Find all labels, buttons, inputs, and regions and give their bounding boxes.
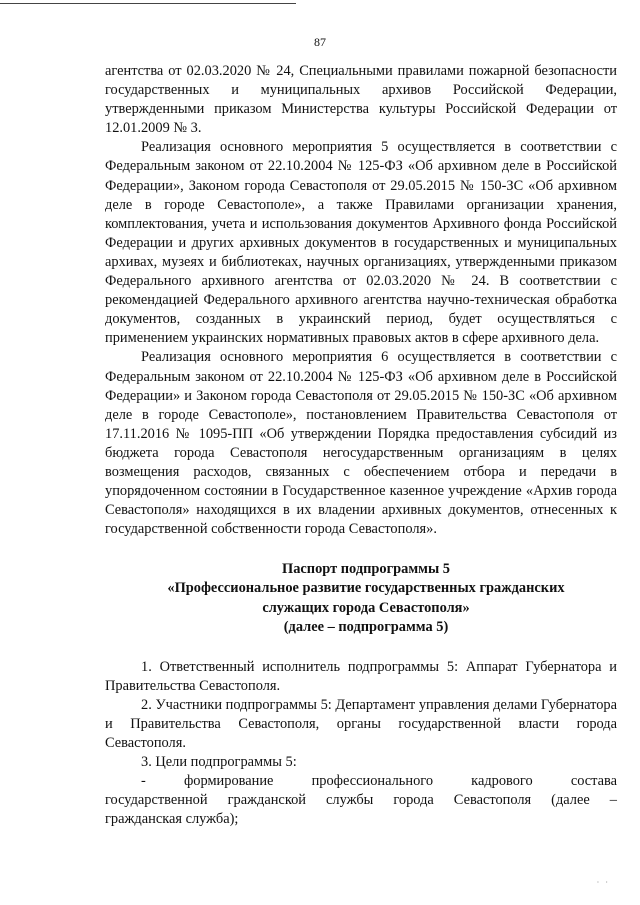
document-body (105, 62, 617, 830)
heading-line-4: (далее – подпрограмма 5) (283, 618, 449, 635)
item-goals-title: 3. Цели подпрограммы 5: (141, 754, 297, 771)
heading-line-1: Паспорт подпрограммы 5 (282, 561, 450, 578)
scan-edge-line (0, 3, 296, 4)
passport-items (105, 658, 617, 830)
item-participants: 2. Участники подпрограммы 5: Департамент управления делами Губернатора и Правительства Севастополя, органы государственной власти города Севастополя. (105, 696, 617, 752)
page-number: 87 (314, 35, 326, 49)
item-goal-line-3: гражданская служба); (105, 811, 239, 828)
paragraph-activity-5: Реализация основного мероприятия 5 осуществляется в соответствии с Федеральным законом от 22.10.2004 № 125-ФЗ «Об архивном деле в Российской Федерации», Законом города Севастополя от 29.05.2015 № 150-ЗС «Об архивном деле в городе Севастополе», а также Правилами организации хранения, комплектования, учета и использования документов Архивного фонда Российской Федерации и других архивных документов в государственных и муниципальных архивах, музеях и библиотеках, научных организациях, утвержденными приказом Федерального архивного агентства от 02.03.2020 № 24. В соответствии с рекомендацией Федерального архивного агентства научно-техническая обработка документов, созданных в украинский период, будет осуществляться с применением украинских нормативных правовых актов в сфере архивного дела. (105, 139, 617, 347)
item-goal-line-2: государственной гражданской службы города Севастополя (далее – (105, 792, 617, 809)
subprogram-heading (105, 560, 617, 636)
item-goal-line-1: - формирование профессионального кадрового состава (141, 773, 617, 790)
paragraph-activity-6: Реализация основного мероприятия 6 осуществляется в соответствии с Федеральным законом от 22.10.2004 № 125-ФЗ «Об архивном деле в Российской Федерации» и Законом города Севастополя от 29.05.2015 № 150-ЗС «Об архивном деле в городе Севастополе», постановлением Правительства Севастополя от 17.11.2016 № 1095-ПП «Об утверждении Порядка предоставления субсидий из бюджета города Севастополя негосударственным организациям в целях возмещения расходов, связанных с обеспечением отбора и передачи в упорядоченном состоянии в Государственное казенное учреждение «Архив города Севастополя» находящихся в их владении архивных документов, отнесенных к государственной собственности города Севастополя». (105, 349, 617, 538)
heading-line-2: «Профессиональное развитие государственных гражданских (167, 580, 565, 597)
scan-speck: · · (596, 878, 610, 887)
paragraph-continuation: агентства от 02.03.2020 № 24, Специальными правилами пожарной безопасности государственных и муниципальных архивов Российской Федерации, утвержденными приказом Министерства культуры Российской Федерации от 12.01.2009 № 3. (105, 63, 617, 137)
item-responsible-executor: 1. Ответственный исполнитель подпрограммы 5: Аппарат Губернатора и Правительства Севастополя. (105, 658, 617, 694)
heading-line-3: служащих города Севастополя» (262, 599, 470, 616)
